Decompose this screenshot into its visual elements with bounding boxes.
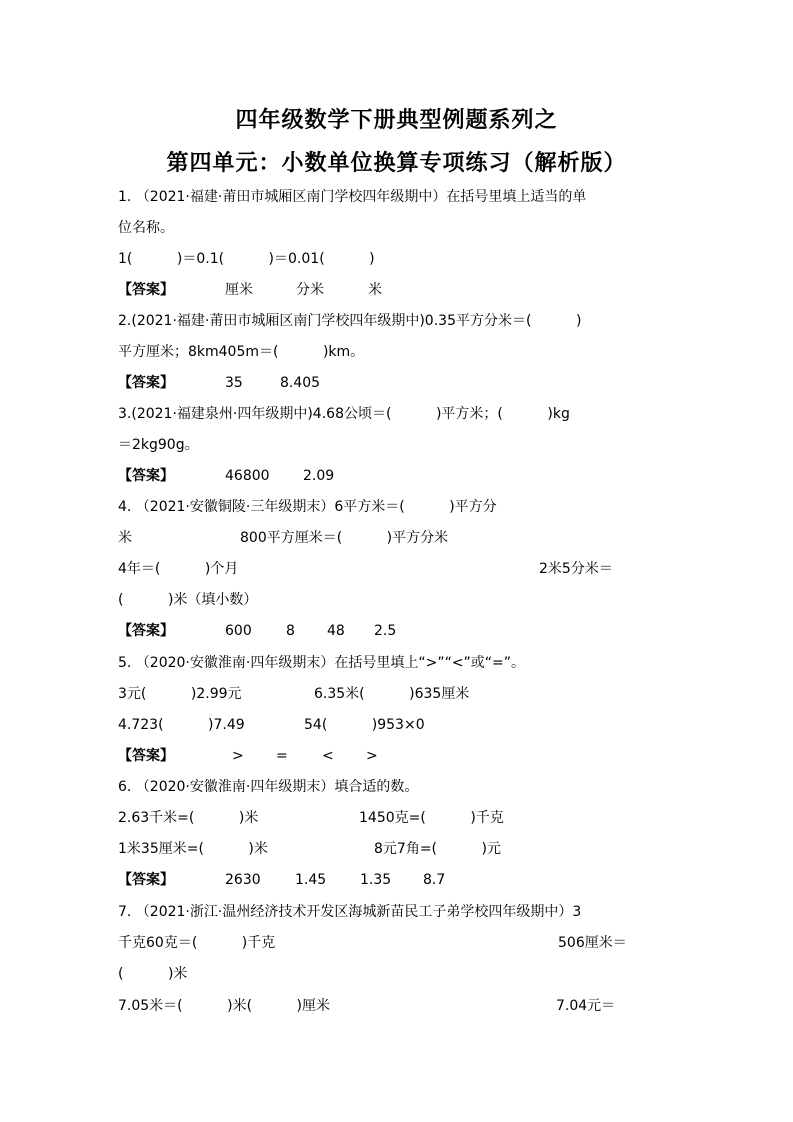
q6-answer-1: 2630 bbox=[225, 872, 261, 888]
answer-label: 【答案】 bbox=[118, 468, 174, 484]
q4-line4: ( )米（填小数） bbox=[118, 592, 258, 608]
q6-problem-2: 1450克=( )千克 bbox=[359, 810, 504, 826]
q6-answer-3: 1.35 bbox=[360, 872, 392, 888]
q1-blank-line: 1( )＝0.1( )＝0.01( ) bbox=[118, 251, 375, 267]
q6-problem-1: 2.63千米=( )米 bbox=[118, 810, 259, 826]
q7-line4 bbox=[118, 996, 678, 1076]
q4-line3-problem: 4年＝( )个月 bbox=[118, 561, 239, 577]
q3-answer-2: 2.09 bbox=[303, 468, 335, 484]
answer-label: 【答案】 bbox=[118, 623, 174, 639]
q6-problem-4: 8元7角=( )元 bbox=[374, 841, 501, 857]
q5-answer-2: = bbox=[276, 748, 288, 764]
q6-problem-3: 1米35厘米=( )米 bbox=[118, 841, 268, 857]
q2-answer-1: 35 bbox=[225, 375, 243, 391]
q1-answer-1: 厘米 bbox=[225, 282, 253, 298]
q7-stem-line1: 7. （2021·浙江·温州经济技术开发区海城新苗民工子弟学校四年级期中）3 bbox=[118, 904, 582, 920]
q2-answer-2: 8.405 bbox=[280, 375, 321, 391]
q4-answer-2: 8 bbox=[286, 623, 295, 639]
q6-answer-4: 8.7 bbox=[423, 872, 446, 888]
answer-label: 【答案】 bbox=[118, 282, 174, 298]
q7-problem-1: 千克60克＝( )千克 bbox=[118, 935, 276, 951]
q4-line2-problem: 800平方厘米＝( )平方分米 bbox=[240, 530, 449, 546]
document-title: 四年级数学下册典型例题系列之 bbox=[235, 108, 558, 133]
q7-problem-2: 506厘米＝ bbox=[558, 935, 627, 951]
q2-stem-line1: 2.(2021·福建·莆田市城厢区南门学校四年级期中)0.35平方分米＝( ) bbox=[118, 313, 582, 329]
q1-answer-2: 分米 bbox=[296, 282, 324, 298]
q4-line3-problem-b: 2米5分米＝ bbox=[539, 561, 613, 577]
q2-stem-line2: 平方厘米；8km405m＝( )km。 bbox=[118, 344, 365, 360]
q1-answer-3: 米 bbox=[368, 282, 382, 298]
answer-label: 【答案】 bbox=[118, 748, 174, 764]
q5-answer-3: < bbox=[322, 748, 334, 764]
q7-problem-4: 7.04元＝ bbox=[556, 998, 616, 1014]
q5-problem-3: 4.723( )7.49 bbox=[118, 717, 245, 733]
q3-answer-1: 46800 bbox=[225, 468, 270, 484]
q1-stem-line2: 位名称。 bbox=[118, 220, 174, 236]
q3-stem-line1: 3.(2021·福建泉州·四年级期中)4.68公顷＝( )平方米；( )kg bbox=[118, 406, 570, 422]
document-subtitle: 第四单元：小数单位换算专项练习（解析版） bbox=[166, 151, 627, 176]
answer-label: 【答案】 bbox=[118, 872, 174, 888]
q4-line2-unit: 米 bbox=[118, 530, 132, 546]
q1-stem-line1: 1. （2021·福建·莆田市城厢区南门学校四年级期中）在括号里填上适当的单 bbox=[118, 189, 587, 205]
q6-stem: 6. （2020·安徽淮南·四年级期末）填合适的数。 bbox=[118, 779, 419, 795]
q5-problem-1: 3元( )2.99元 bbox=[118, 686, 242, 702]
q4-answer-4: 2.5 bbox=[374, 623, 397, 639]
q4-answer-3: 48 bbox=[327, 623, 345, 639]
q5-problem-2: 6.35米( )635厘米 bbox=[314, 686, 470, 702]
q7-problem-3: 7.05米＝( )米( )厘米 bbox=[118, 998, 331, 1014]
q5-problem-4: 54( )953×0 bbox=[304, 717, 425, 733]
q4-answer-1: 600 bbox=[225, 623, 252, 639]
q5-answer-1: > bbox=[232, 748, 244, 764]
q4-stem-line1: 4. （2021·安徽铜陵·三年级期末）6平方米＝( )平方分 bbox=[118, 499, 497, 515]
q7-line3: ( )米 bbox=[118, 966, 188, 982]
q6-answer-2: 1.45 bbox=[295, 872, 327, 888]
answer-label: 【答案】 bbox=[118, 375, 174, 391]
q5-answer-4: > bbox=[366, 748, 378, 764]
q3-stem-line2: ＝2kg90g。 bbox=[118, 437, 199, 453]
q5-stem: 5. （2020·安徽淮南·四年级期末）在括号里填上“>”“<”或“=”。 bbox=[118, 655, 526, 671]
